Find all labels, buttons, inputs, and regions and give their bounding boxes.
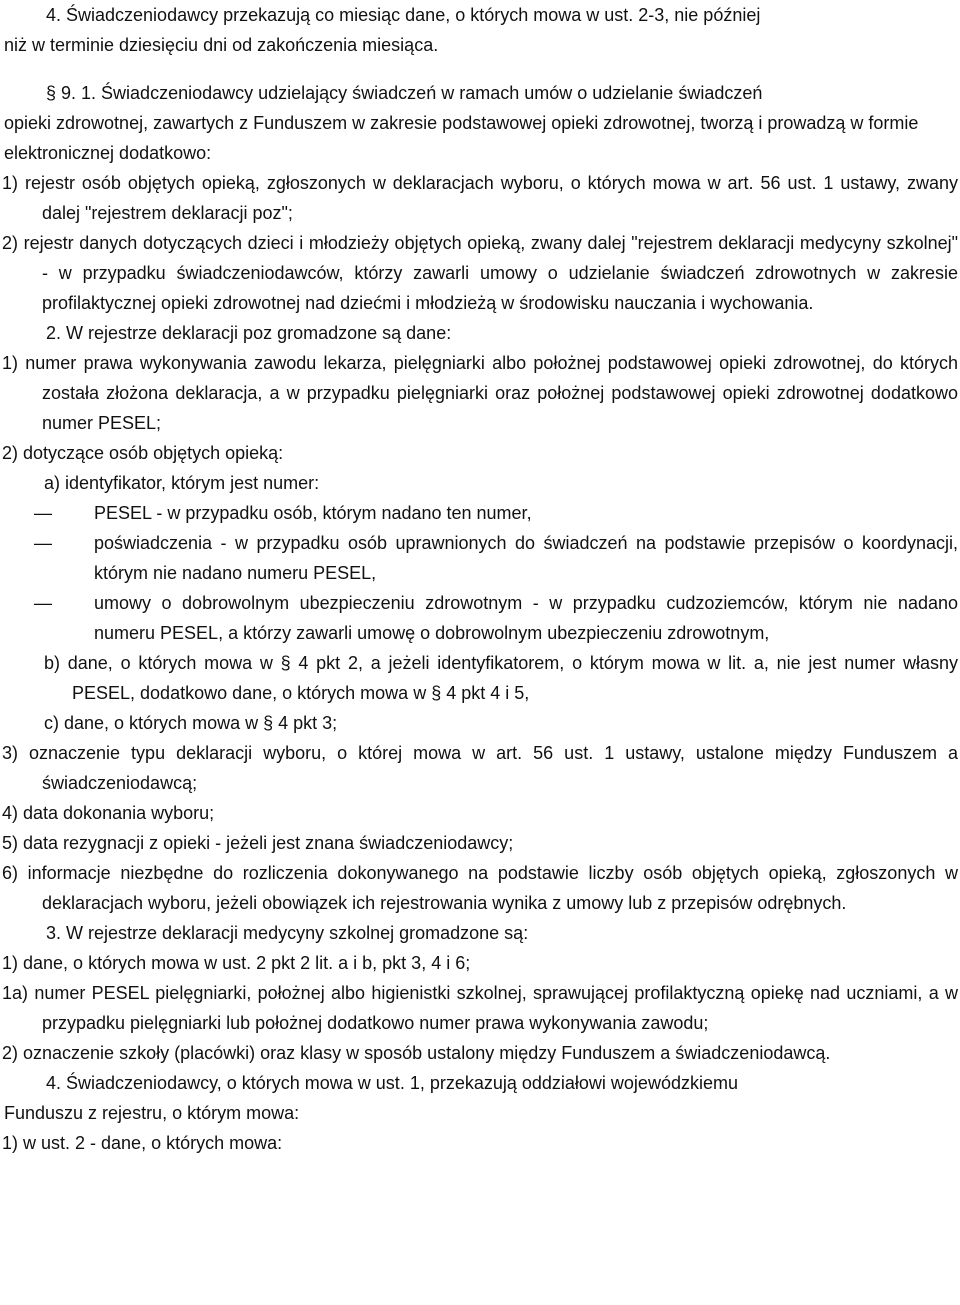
ust-3-item-2: 2) oznaczenie szkoły (placówki) oraz klasy w sposób ustalony między Funduszem a świadczeniodawcą.	[2, 1043, 831, 1063]
ust-2-item-4: 4) data dokonania wyboru;	[2, 803, 215, 823]
dash-marker: —	[34, 533, 52, 553]
dash-marker: —	[34, 593, 52, 613]
ust-4-item-1: 1) w ust. 2 - dane, o których mowa:	[2, 1133, 283, 1153]
ust-2-item-6: 6) informacje niezbędne do rozliczenia dokonywanego na podstawie liczby osób objętych opieką, zgłoszonych w deklaracjach wyboru, jeżeli obowiązek ich rejestrowania wynika z umowy lub z przepisów odrębnych.	[2, 863, 958, 913]
section-9-ust-2	[0, 318, 960, 918]
ust-2-heading: 2. W rejestrze deklaracji poz gromadzone są dane:	[46, 323, 452, 343]
section-9-item-2: 2) rejestr danych dotyczących dzieci i młodzieży objętych opieką, zwany dalej "rejestrem deklaracji medycyny szkolnej" - w przypadku świadczeniodawców, którzy zawarli umowy o udzielanie świadczeń zdrowotnych w zakresie profilaktycznej opieki zdrowotnej nad dziećmi i młodzieżą w środowisku nauczania i wychowania.	[2, 233, 958, 313]
paragraph-4-monthly-transfer	[0, 0, 960, 60]
ust-2-item-3: 3) oznaczenie typu deklaracji wyboru, o której mowa w art. 56 ust. 1 ustawy, ustalone między Funduszem a świadczeniodawcą;	[2, 743, 958, 793]
ust-3-item-1: 1) dane, o których mowa w ust. 2 pkt 2 lit. a i b, pkt 3, 4 i 6;	[2, 953, 471, 973]
section-9-intro: opieki zdrowotnej, zawartych z Funduszem w zakresie podstawowej opieki zdrowotnej, tworzą i prowadzą w formie elektronicznej dodatkowo:	[4, 113, 919, 163]
ust-3-heading: 3. W rejestrze deklaracji medycyny szkolnej gromadzone są:	[46, 923, 529, 943]
section-9	[0, 78, 960, 318]
dash-item-pesel-text: PESEL - w przypadku osób, którym nadano ten numer,	[94, 503, 532, 523]
ust-2-item-1: 1) numer prawa wykonywania zawodu lekarza, pielęgniarki albo położnej podstawowej opieki zdrowotnej, do których została złożona deklaracja, a w przypadku pielęgniarki oraz położnej podstawowej opieki zdrowotnej dodatkowo numer PESEL;	[2, 353, 958, 433]
paragraph-4-line1: 4. Świadczeniodawcy przekazują co miesiąc dane, o których mowa w ust. 2-3, nie później	[46, 5, 761, 25]
section-9-heading: § 9. 1. Świadczeniodawcy udzielający świadczeń w ramach umów o udzielanie świadczeń	[46, 83, 763, 103]
ust-4-heading-line2: Funduszu z rejestru, o którym mowa:	[4, 1103, 300, 1123]
section-9-ust-3	[0, 918, 960, 1068]
dash-item-umowy-text: umowy o dobrowolnym ubezpieczeniu zdrowotnym - w przypadku cudzoziemców, którym nie nadano numeru PESEL, a którzy zawarli umowę o dobrowolnym ubezpieczeniu zdrowotnym,	[94, 593, 958, 643]
ust-2-item-2a: a) identyfikator, którym jest numer:	[44, 473, 320, 493]
ust-3-item-1a: 1a) numer PESEL pielęgniarki, położnej albo higienistki szkolnej, sprawującej profilaktyczną opiekę nad uczniami, a w przypadku pielęgniarki lub położnej dodatkowo numer prawa wykonywania zawodu;	[2, 983, 958, 1033]
ust-2-item-2c: c) dane, o których mowa w § 4 pkt 3;	[44, 713, 338, 733]
section-9-ust-4	[0, 1068, 960, 1158]
section-9-item-1: 1) rejestr osób objętych opieką, zgłoszonych w deklaracjach wyboru, o których mowa w art. 56 ust. 1 ustawy, zwany dalej "rejestrem deklaracji poz";	[2, 173, 958, 223]
ust-2-item-2b: b) dane, o których mowa w § 4 pkt 2, a jeżeli identyfikatorem, o którym mowa w lit. a, nie jest numer własny PESEL, dodatkowo dane, o których mowa w § 4 pkt 4 i 5,	[44, 653, 958, 703]
dash-item-poswiadczenia	[2, 528, 958, 588]
dash-marker: —	[34, 503, 52, 523]
ust-4-heading-line1: 4. Świadczeniodawcy, o których mowa w ust. 1, przekazują oddziałowi wojewódzkiemu	[46, 1073, 738, 1093]
ust-2-item-5: 5) data rezygnacji z opieki - jeżeli jest znana świadczeniodawcy;	[2, 833, 514, 853]
ust-2-item-2: 2) dotyczące osób objętych opieką:	[2, 443, 284, 463]
dash-item-pesel	[2, 498, 958, 528]
dash-item-poswiadczenia-text: poświadczenia - w przypadku osób uprawnionych do świadczeń na podstawie przepisów o koordynacji, którym nie nadano numeru PESEL,	[94, 533, 958, 583]
paragraph-4-line2: niż w terminie dziesięciu dni od zakończenia miesiąca.	[4, 35, 439, 55]
dash-item-umowy	[2, 588, 958, 648]
